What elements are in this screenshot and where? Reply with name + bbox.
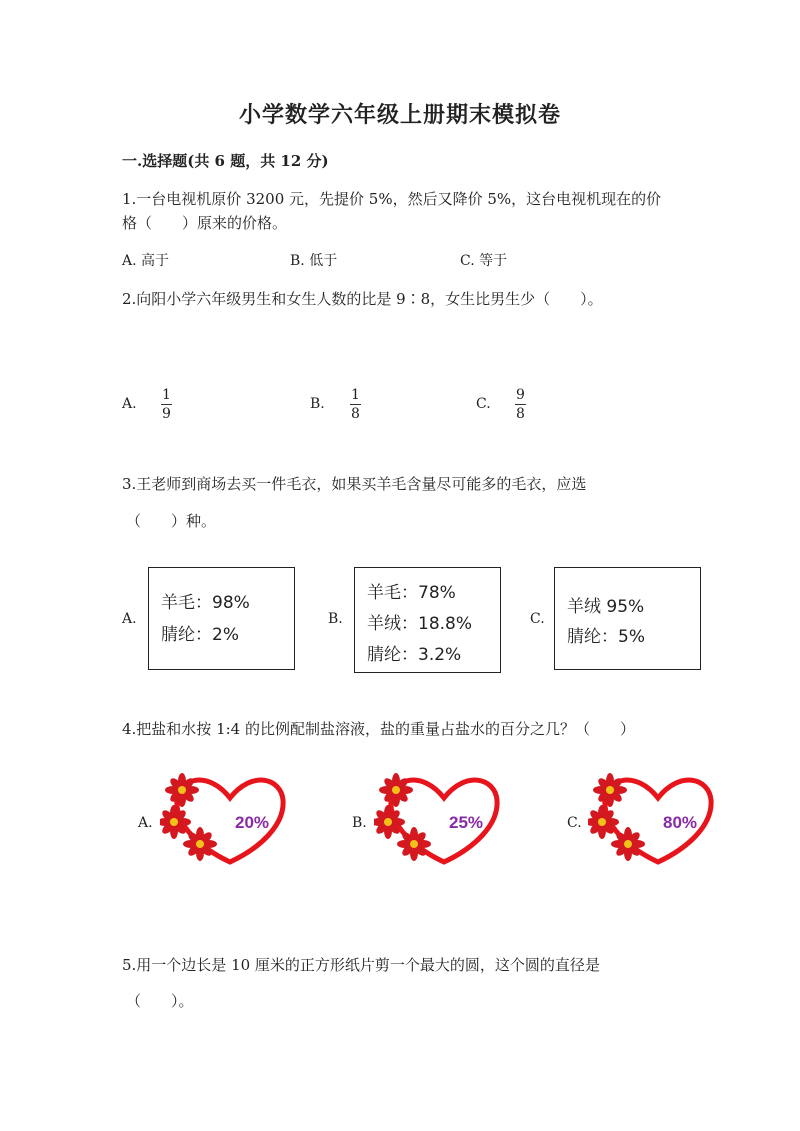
q2-fraction-b bbox=[350, 387, 361, 422]
q3-label-a: A. bbox=[122, 611, 137, 627]
flower-icon bbox=[374, 805, 405, 839]
fraction-denominator: 9 bbox=[162, 406, 171, 422]
q3-box-b-line3: 腈纶：3.2% bbox=[367, 645, 462, 665]
q4-label-c: C. bbox=[567, 815, 582, 831]
q4-heart-b bbox=[374, 770, 514, 870]
q3-label-b: B. bbox=[328, 611, 343, 627]
q2-label-a: A. bbox=[122, 396, 137, 412]
fraction-bar bbox=[515, 404, 526, 405]
q3-label-c: C. bbox=[530, 611, 545, 627]
q3-box-b-line1: 羊毛：78% bbox=[367, 583, 456, 603]
q1-line1: 1.一台电视机原价 3200 元，先提价 5%，然后又降价 5%，这台电视机现在的价 bbox=[122, 190, 662, 208]
q3-box-a bbox=[148, 567, 295, 670]
q4-label-a: A. bbox=[138, 815, 153, 831]
q2-label-b: B. bbox=[310, 396, 325, 412]
q2-label-c: C. bbox=[476, 396, 491, 412]
q3-box-a-line1: 羊毛：98% bbox=[161, 593, 250, 613]
q4-heart-c bbox=[588, 770, 728, 870]
flower-icon bbox=[160, 805, 191, 839]
q4-percent-b: 25% bbox=[448, 813, 484, 832]
q1-option-c: C. 等于 bbox=[460, 253, 508, 269]
q3-box-a-line2: 腈纶：2% bbox=[161, 625, 239, 645]
fraction-denominator: 8 bbox=[351, 406, 360, 422]
q3-line2: （ ）种。 bbox=[126, 512, 217, 530]
q4-text: 4.把盐和水按 1:4 的比例配制盐溶液，盐的重量占盐水的百分之几？（ ） bbox=[122, 720, 635, 738]
q2-fraction-a bbox=[161, 387, 172, 422]
q4-percent-a: 20% bbox=[234, 813, 270, 832]
q1-option-b: B. 低于 bbox=[290, 253, 338, 269]
q1-line2: 格（ ）原来的价格。 bbox=[122, 214, 288, 232]
fraction-bar bbox=[161, 404, 172, 405]
fraction-numerator: 1 bbox=[162, 387, 171, 403]
q3-box-c bbox=[554, 567, 701, 670]
fraction-denominator: 8 bbox=[516, 406, 525, 422]
q4-heart-a bbox=[160, 770, 300, 870]
fraction-bar bbox=[350, 404, 361, 405]
q3-line1: 3.王老师到商场去买一件毛衣，如果买羊毛含量尽可能多的毛衣，应选 bbox=[122, 475, 587, 493]
q3-box-c-line2: 腈纶：5% bbox=[567, 627, 645, 647]
flower-icon bbox=[588, 805, 619, 839]
fraction-numerator: 9 bbox=[516, 387, 525, 403]
page-title: 小学数学六年级上册期末模拟卷 bbox=[238, 102, 561, 128]
q3-box-b bbox=[354, 567, 501, 673]
fraction-numerator: 1 bbox=[351, 387, 360, 403]
q2-text: 2.向阳小学六年级男生和女生人数的比是 9∶8，女生比男生少（ ）。 bbox=[122, 290, 603, 308]
q4-label-b: B. bbox=[352, 815, 367, 831]
q3-box-b-line2: 羊绒：18.8% bbox=[367, 614, 473, 634]
q5-line2: （ ）。 bbox=[126, 992, 194, 1010]
section-heading: 一.选择题(共 6 题，共 12 分) bbox=[122, 152, 329, 170]
q4-percent-c: 80% bbox=[662, 813, 698, 832]
q2-fraction-c bbox=[515, 387, 526, 422]
q3-box-c-line1: 羊绒 95% bbox=[567, 597, 645, 617]
q5-line1: 5.用一个边长是 10 厘米的正方形纸片剪一个最大的圆，这个圆的直径是 bbox=[122, 956, 600, 974]
q1-option-a: A. 高于 bbox=[122, 253, 170, 269]
